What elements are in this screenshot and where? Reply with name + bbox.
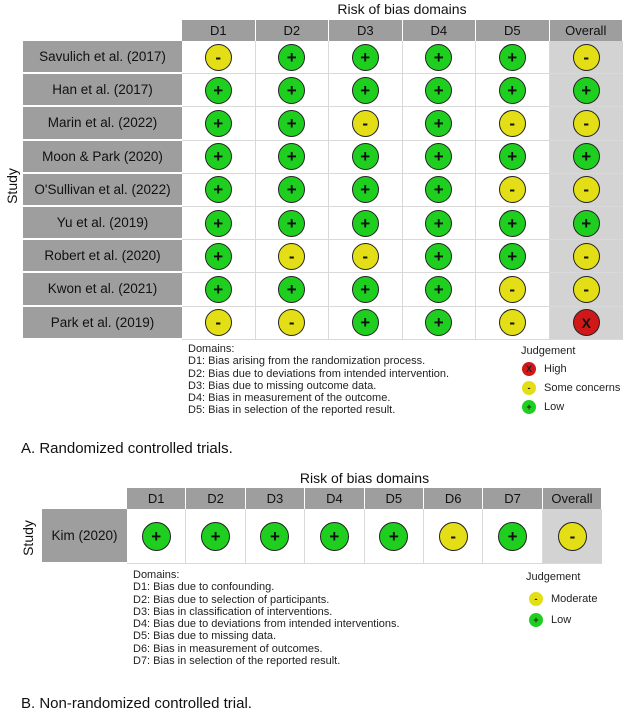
domain-header-overall: Overall bbox=[550, 20, 624, 41]
judgement-cell bbox=[550, 41, 624, 74]
judgement-cell bbox=[403, 74, 477, 107]
low-risk-icon: + bbox=[352, 77, 379, 104]
low-risk-icon: + bbox=[260, 522, 289, 551]
low-risk-icon: + bbox=[352, 143, 379, 170]
low-risk-icon: + bbox=[205, 143, 232, 170]
low-risk-icon: + bbox=[425, 243, 452, 270]
panel-b-caption: B. Non-randomized controlled trial. bbox=[21, 695, 252, 712]
high-icon: X bbox=[522, 362, 536, 376]
low-risk-icon: + bbox=[425, 143, 452, 170]
high-risk-icon: X bbox=[573, 309, 600, 336]
domain-header-d5: D5 bbox=[476, 20, 550, 41]
judgement-cell bbox=[182, 74, 256, 107]
panel-b-legend-title: Judgement bbox=[526, 571, 581, 583]
low-risk-icon: + bbox=[499, 243, 526, 270]
low-risk-icon: + bbox=[573, 77, 600, 104]
judgement-cell bbox=[403, 41, 477, 74]
some-concerns-icon: - bbox=[499, 309, 526, 336]
domain-header-d4: D4 bbox=[403, 20, 477, 41]
judgement-cell bbox=[550, 207, 624, 240]
panel-b-y-label: Study bbox=[20, 520, 36, 556]
some-concerns-icon: - bbox=[439, 522, 468, 551]
panel-a-legend-title: Judgement bbox=[521, 345, 576, 357]
judgement-cell bbox=[182, 207, 256, 240]
some-concerns-icon: - bbox=[205, 309, 232, 336]
some-concerns-icon: - bbox=[558, 522, 587, 551]
domain-note: D2: Bias due to selection of participants. bbox=[133, 593, 330, 606]
study-label: Savulich et al. (2017) bbox=[23, 41, 182, 74]
low-risk-icon: + bbox=[201, 522, 230, 551]
some-concerns-icon: - bbox=[573, 243, 600, 270]
low-icon: + bbox=[529, 613, 543, 627]
domain-header-d1: D1 bbox=[127, 488, 186, 509]
judgement-cell bbox=[182, 240, 256, 273]
judgement-cell bbox=[329, 240, 403, 273]
low-risk-icon: + bbox=[425, 309, 452, 336]
domain-header-d7: D7 bbox=[483, 488, 542, 509]
domain-header-d2: D2 bbox=[256, 20, 330, 41]
low-risk-icon: + bbox=[499, 143, 526, 170]
low-risk-icon: + bbox=[205, 110, 232, 137]
study-label: Kwon et al. (2021) bbox=[23, 273, 182, 306]
low-risk-icon: + bbox=[425, 210, 452, 237]
low-risk-icon: + bbox=[573, 210, 600, 237]
low-risk-icon: + bbox=[425, 176, 452, 203]
legend-high bbox=[522, 362, 567, 376]
judgement-cell bbox=[256, 41, 330, 74]
judgement-cell bbox=[424, 509, 483, 564]
judgement-cell bbox=[329, 307, 403, 340]
some-concerns-icon: - bbox=[522, 381, 536, 395]
judgement-cell bbox=[476, 174, 550, 207]
legend-label: Moderate bbox=[551, 593, 598, 605]
judgement-cell bbox=[127, 509, 186, 564]
low-risk-icon: + bbox=[205, 210, 232, 237]
low-risk-icon: + bbox=[278, 110, 305, 137]
panel-a-domain-notes bbox=[188, 343, 449, 417]
some-concerns-icon: - bbox=[278, 309, 305, 336]
domain-notes-title: Domains: bbox=[133, 569, 180, 581]
judgement-cell bbox=[476, 240, 550, 273]
judgement-cell bbox=[543, 509, 602, 564]
judgement-cell bbox=[403, 240, 477, 273]
judgement-cell bbox=[329, 41, 403, 74]
low-risk-icon: + bbox=[278, 176, 305, 203]
judgement-cell bbox=[182, 107, 256, 140]
low-risk-icon: + bbox=[205, 77, 232, 104]
domain-note: D7: Bias in selection of the reported result. bbox=[133, 655, 341, 668]
domain-note: D1: Bias arising from the randomization process. bbox=[188, 355, 426, 368]
low-risk-icon: + bbox=[352, 44, 379, 71]
legend-moderate bbox=[529, 592, 597, 606]
judgement-cell bbox=[476, 273, 550, 306]
domain-note: D3: Bias in classification of interventions. bbox=[133, 605, 333, 618]
study-label: Marin et al. (2022) bbox=[23, 107, 182, 140]
judgement-cell bbox=[483, 509, 542, 564]
low-risk-icon: + bbox=[573, 143, 600, 170]
legend-some-concerns bbox=[522, 381, 620, 395]
low-risk-icon: + bbox=[320, 522, 349, 551]
legend-label: Low bbox=[551, 614, 572, 626]
low-risk-icon: + bbox=[205, 243, 232, 270]
low-risk-icon: + bbox=[352, 309, 379, 336]
low-risk-icon: + bbox=[278, 44, 305, 71]
judgement-cell bbox=[256, 307, 330, 340]
judgement-cell bbox=[403, 307, 477, 340]
judgement-cell bbox=[186, 509, 245, 564]
judgement-cell bbox=[476, 74, 550, 107]
domain-note: D3: Bias due to missing outcome data. bbox=[188, 379, 377, 392]
domain-note: D4: Bias in measurement of the outcome. bbox=[188, 392, 391, 405]
low-risk-icon: + bbox=[205, 276, 232, 303]
judgement-cell bbox=[329, 273, 403, 306]
legend-label: High bbox=[544, 363, 567, 375]
some-concerns-icon: - bbox=[499, 110, 526, 137]
some-concerns-icon: - bbox=[205, 44, 232, 71]
judgement-cell bbox=[403, 141, 477, 174]
judgement-cell bbox=[256, 107, 330, 140]
low-risk-icon: + bbox=[499, 210, 526, 237]
study-label: O'Sullivan et al. (2022) bbox=[23, 174, 182, 207]
legend-label: Low bbox=[544, 401, 565, 413]
low-risk-icon: + bbox=[352, 210, 379, 237]
judgement-cell bbox=[182, 174, 256, 207]
study-label: Robert et al. (2020) bbox=[23, 240, 182, 273]
domain-header-d3: D3 bbox=[329, 20, 403, 41]
domain-note: D6: Bias in measurement of outcomes. bbox=[133, 642, 323, 655]
low-risk-icon: + bbox=[278, 77, 305, 104]
judgement-cell bbox=[403, 207, 477, 240]
judgement-cell bbox=[329, 74, 403, 107]
low-risk-icon: + bbox=[498, 522, 527, 551]
judgement-cell bbox=[550, 307, 624, 340]
panel-a-title: Risk of bias domains bbox=[337, 1, 467, 17]
judgement-cell bbox=[476, 307, 550, 340]
judgement-cell bbox=[476, 141, 550, 174]
domain-header-d4: D4 bbox=[305, 488, 364, 509]
judgement-cell bbox=[329, 174, 403, 207]
low-risk-icon: + bbox=[379, 522, 408, 551]
legend-low bbox=[529, 613, 571, 627]
domain-header-d3: D3 bbox=[246, 488, 305, 509]
study-label: Park et al. (2019) bbox=[23, 307, 182, 340]
judgement-cell bbox=[256, 240, 330, 273]
legend-label: Some concerns bbox=[544, 382, 621, 394]
domain-header-d5: D5 bbox=[365, 488, 424, 509]
panel-a-y-label: Study bbox=[4, 168, 20, 204]
low-risk-icon: + bbox=[278, 210, 305, 237]
judgement-cell bbox=[550, 74, 624, 107]
judgement-cell bbox=[476, 207, 550, 240]
judgement-cell bbox=[182, 307, 256, 340]
judgement-cell bbox=[329, 141, 403, 174]
judgement-cell bbox=[403, 273, 477, 306]
domain-header-d6: D6 bbox=[424, 488, 483, 509]
judgement-cell bbox=[550, 240, 624, 273]
domain-header-overall: Overall bbox=[543, 488, 602, 509]
judgement-cell bbox=[403, 107, 477, 140]
some-concerns-icon: - bbox=[352, 110, 379, 137]
low-risk-icon: + bbox=[425, 44, 452, 71]
judgement-cell bbox=[476, 107, 550, 140]
judgement-cell bbox=[256, 141, 330, 174]
study-label: Yu et al. (2019) bbox=[23, 207, 182, 240]
low-risk-icon: + bbox=[425, 110, 452, 137]
some-concerns-icon: - bbox=[573, 276, 600, 303]
judgement-cell bbox=[550, 141, 624, 174]
judgement-cell bbox=[329, 207, 403, 240]
legend-low bbox=[522, 400, 564, 414]
domain-header-d1: D1 bbox=[182, 20, 256, 41]
study-label: Kim (2020) bbox=[42, 509, 127, 564]
judgement-cell bbox=[256, 273, 330, 306]
some-concerns-icon: - bbox=[499, 276, 526, 303]
moderate-icon: - bbox=[529, 592, 543, 606]
low-risk-icon: + bbox=[142, 522, 171, 551]
judgement-cell bbox=[182, 273, 256, 306]
judgement-cell bbox=[256, 174, 330, 207]
judgement-cell bbox=[550, 174, 624, 207]
low-risk-icon: + bbox=[425, 77, 452, 104]
judgement-cell bbox=[246, 509, 305, 564]
panel-b-domain-notes bbox=[133, 569, 400, 667]
domain-note: D2: Bias due to deviations from intended intervention. bbox=[188, 367, 450, 380]
low-risk-icon: + bbox=[205, 176, 232, 203]
domain-note: D1: Bias due to confounding. bbox=[133, 581, 275, 594]
some-concerns-icon: - bbox=[573, 176, 600, 203]
domain-note: D5: Bias in selection of the reported result. bbox=[188, 404, 396, 417]
judgement-cell bbox=[403, 174, 477, 207]
judgement-cell bbox=[182, 41, 256, 74]
panel-a-caption: A. Randomized controlled trials. bbox=[21, 440, 233, 457]
judgement-cell bbox=[476, 41, 550, 74]
some-concerns-icon: - bbox=[573, 44, 600, 71]
some-concerns-icon: - bbox=[573, 110, 600, 137]
low-icon: + bbox=[522, 400, 536, 414]
low-risk-icon: + bbox=[352, 276, 379, 303]
low-risk-icon: + bbox=[278, 276, 305, 303]
judgement-cell bbox=[256, 207, 330, 240]
judgement-cell bbox=[329, 107, 403, 140]
panel-b-title: Risk of bias domains bbox=[299, 470, 430, 486]
domain-note: D4: Bias due to deviations from intended interventions. bbox=[133, 618, 400, 631]
judgement-cell bbox=[550, 273, 624, 306]
study-label: Han et al. (2017) bbox=[23, 74, 182, 107]
low-risk-icon: + bbox=[499, 77, 526, 104]
judgement-cell bbox=[256, 74, 330, 107]
some-concerns-icon: - bbox=[278, 243, 305, 270]
domain-note: D5: Bias due to missing data. bbox=[133, 630, 277, 643]
study-label: Moon & Park (2020) bbox=[23, 141, 182, 174]
some-concerns-icon: - bbox=[499, 176, 526, 203]
judgement-cell bbox=[365, 509, 424, 564]
some-concerns-icon: - bbox=[352, 243, 379, 270]
judgement-cell bbox=[182, 141, 256, 174]
judgement-cell bbox=[550, 107, 624, 140]
domain-notes-title: Domains: bbox=[188, 343, 235, 355]
judgement-cell bbox=[305, 509, 364, 564]
low-risk-icon: + bbox=[499, 44, 526, 71]
low-risk-icon: + bbox=[352, 176, 379, 203]
low-risk-icon: + bbox=[425, 276, 452, 303]
domain-header-d2: D2 bbox=[186, 488, 245, 509]
low-risk-icon: + bbox=[278, 143, 305, 170]
